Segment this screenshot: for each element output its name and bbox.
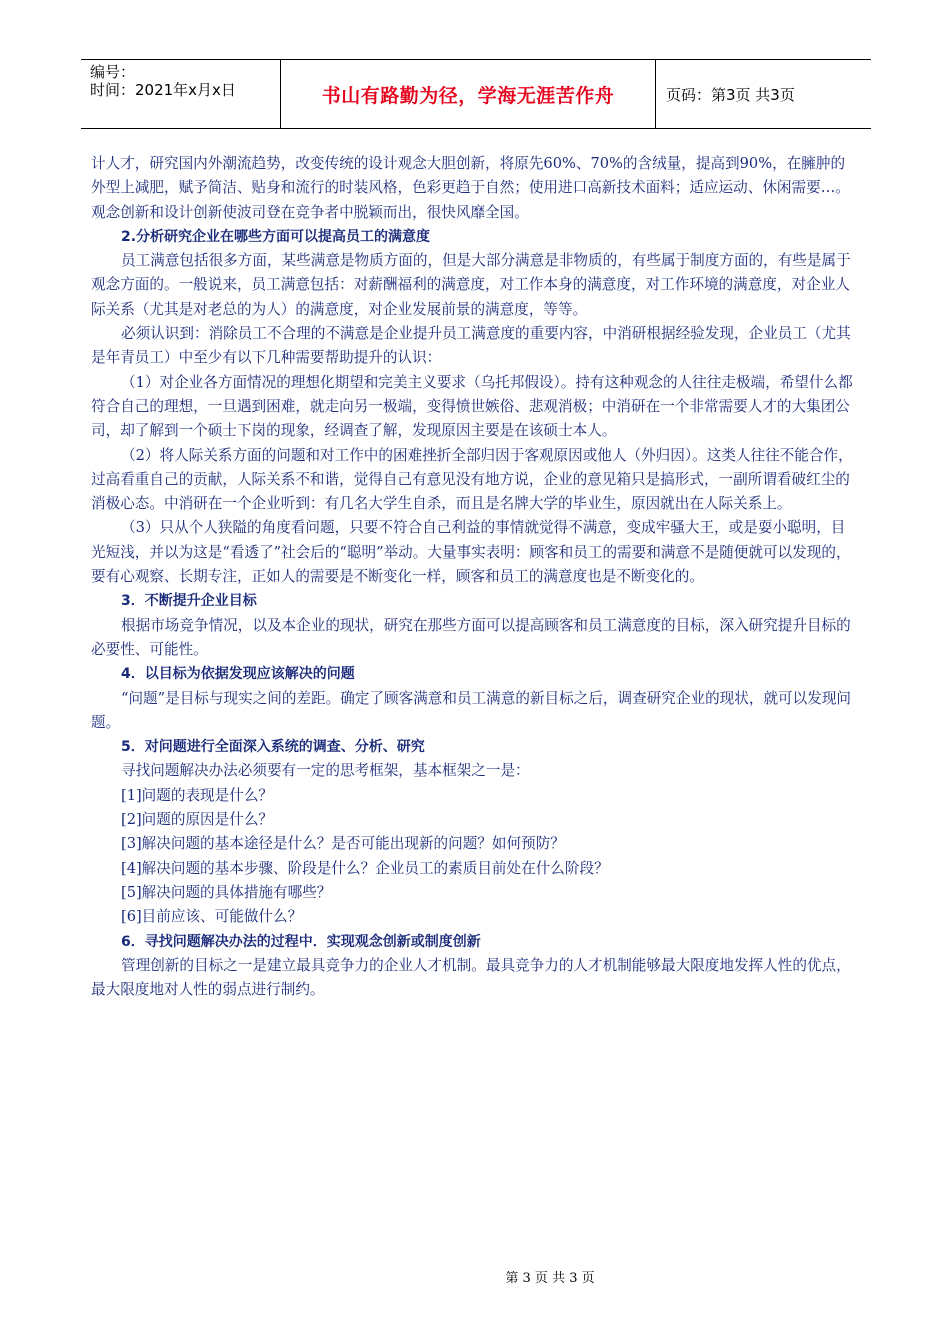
paragraph: “问题”是目标与现实之间的差距。确定了顾客满意和员工满意的新目标之后，调查研究企业的现状，就可以发现问题。 — [91, 689, 852, 731]
header-meta — [81, 60, 281, 128]
paragraph: （3）只从个人狭隘的角度看问题，只要不符合自己利益的事情就觉得不满意，变成牢骚大王，或是耍小聪明，目光短浅，并以为这是“看透了”社会后的“聪明”举动。大量事实表明：顾客和员工的需要和满意不是随便就可以发现的，要有心观察、长期专注，正如人的需要是不断变化一样，顾客和员工的满意度也是不断变化的。 — [91, 519, 851, 586]
section-heading: 4．以目标为依据发现应该解决的问题 — [121, 666, 355, 683]
section-heading: 3．不断提升企业目标 — [121, 593, 257, 610]
paragraph: （1）对企业各方面情况的理想化期望和完美主义要求（乌托邦假设）。持有这种观念的人往往走极端，希望什么都符合自己的理想，一旦遇到困难，就走向另一极端，变得愤世嫉俗、悲观消极；中消研在一个非常需要人才的大集团公司，却了解到一个硕士下岗的现象，经调查了解，发现原因主要是在该硕士本人。 — [91, 373, 853, 440]
paragraph: 必须认识到：消除员工不合理的不满意是企业提升员工满意度的重要内容，中消研根据经验发现，企业员工（尤其是年青员工）中至少有以下几种需要帮助提升的认识： — [91, 325, 851, 367]
section-heading: 5．对问题进行全面深入系统的调查、分析、研究 — [121, 739, 425, 756]
list-item: [1]问题的表现是什么？ — [121, 786, 274, 804]
paragraph: 寻找问题解决办法必须要有一定的思考框架，基本框架之一是： — [121, 762, 530, 780]
header-motto: 书山有路勤为径，学海无涯苦作舟 — [281, 60, 656, 128]
page-footer: 第 3 页 共 3 页 — [505, 1271, 595, 1286]
time-label: 时间：2021年x月x日 — [90, 81, 236, 99]
paragraph: 员工满意包括很多方面，某些满意是物质方面的，但是大部分满意是非物质的，有些属于制度方面的，有些是属于观念方面的。一般说来，员工满意包括：对薪酬福利的满意度，对工作本身的满意度，对工作环境的满意度，对企业人际关系（尤其是对老总的为人）的满意度，对企业发展前景的满意度，等等。 — [91, 252, 851, 318]
list-item: [4]解决问题的基本步骤、阶段是什么？企业员工的素质目前处在什么阶段？ — [121, 859, 609, 877]
paragraph: 计人才，研究国内外潮流趋势，改变传统的设计观念大胆创新，将原先60%、70%的含绒量，提高到90%，在臃肿的外型上减肥，赋予简洁、贴身和流行的时装风格，色彩更趋于自然；使用进口高新技术面料；适应运动、休闲需要…。观念创新和设计创新使波司登在竞争者中脱颖而出，很快风靡全国。 — [91, 155, 850, 221]
paragraph: 根据市场竞争情况，以及本企业的现状，研究在那些方面可以提高顾客和员工满意度的目标，深入研究提升目标的必要性、可能性。 — [91, 616, 851, 658]
list-item: [2]问题的原因是什么？ — [121, 811, 274, 829]
paragraph: （2）将人际关系方面的问题和对工作中的困难挫折全部归因于客观原因或他人（外归因）。这类人往往不能合作，过高看重自己的贡献，人际关系不和谐，觉得自己有意见没有地方说，企业的意见箱只是搞形式，一副所谓看破红尘的消极心态。中消研在一个企业听到：有几名大学生自杀，而且是名牌大学的毕业生，原因就出在人际关系上。 — [91, 446, 853, 513]
section-heading: 6．寻找问题解决办法的过程中．实现观念创新或制度创新 — [121, 933, 481, 950]
document-body — [91, 152, 857, 1002]
number-label: 编号： — [90, 63, 136, 81]
list-item: [3]解决问题的基本途径是什么？是否可能出现新的问题？如何预防？ — [121, 835, 565, 853]
list-item: [5]解决问题的具体措施有哪些？ — [121, 883, 332, 901]
list-item: [6]目前应该、可能做什么？ — [121, 908, 303, 926]
section-heading: 2.分析研究企业在哪些方面可以提高员工的满意度 — [121, 228, 431, 245]
document-header — [81, 59, 871, 129]
header-page-label: 页码：第3页 共3页 — [666, 85, 795, 104]
paragraph: 管理创新的目标之一是建立最具竞争力的企业人才机制。最具竞争力的人才机制能够最大限度地发挥人性的优点，最大限度地对人性的弱点进行制约。 — [91, 956, 851, 999]
